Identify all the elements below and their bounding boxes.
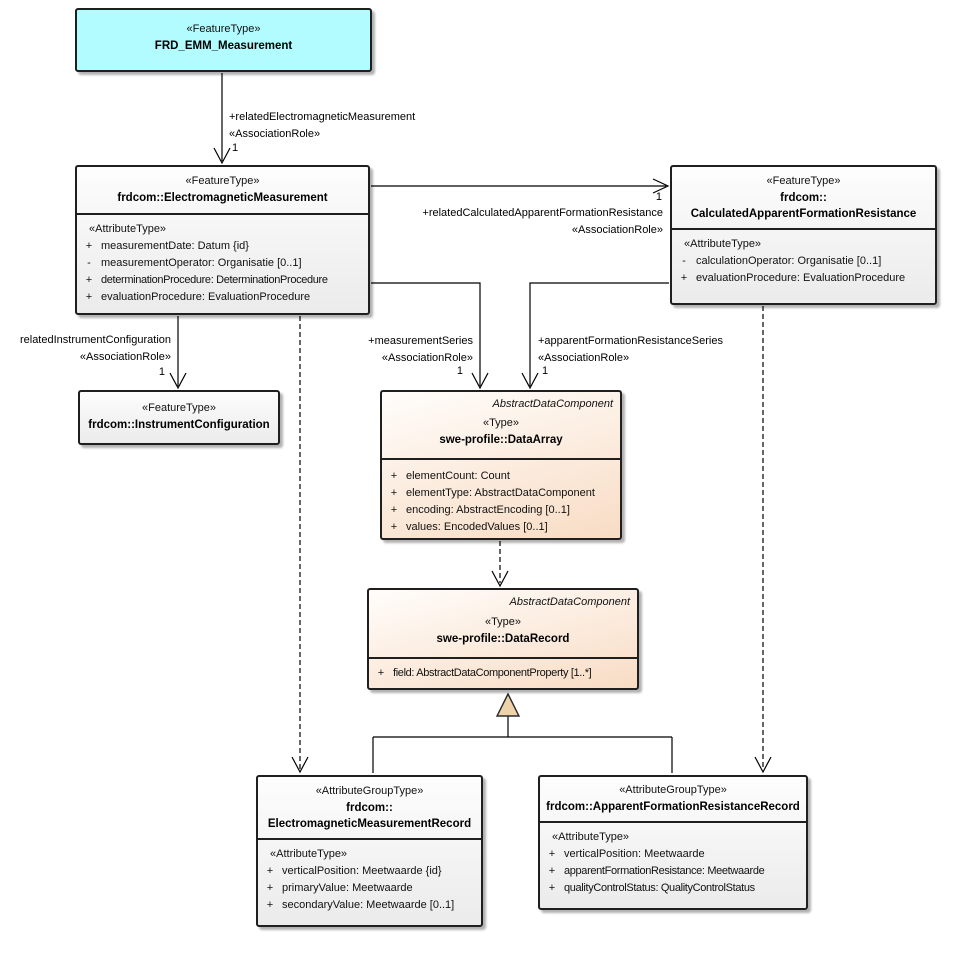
attribute-row: + secondaryValue: Meetwaarde [0..1] (266, 899, 455, 911)
attribute-row: + primaryValue: Meetwaarde (266, 882, 413, 894)
association-role-name: +measurementSeries (368, 335, 473, 347)
generalization-lines (373, 716, 672, 773)
attribute-stereotype: «AttributeType» (89, 223, 167, 235)
association-stereotype: «AssociationRole» (79, 350, 171, 363)
attribute-row: + encoding: AbstractEncoding [0..1] (390, 504, 570, 516)
open-arrowhead-down-icon (170, 373, 186, 388)
class-name: FRD_EMM_Measurement (154, 39, 293, 52)
attribute-row: - calculationOperator: Organisatie [0..1] (682, 255, 882, 267)
association-role-name: +relatedCalculatedApparentFormationResistance (422, 207, 663, 219)
attribute-compartment (258, 838, 481, 914)
association-role-name: +relatedElectromagneticMeasurement (229, 111, 416, 123)
association-stereotype: «AssociationRole» (229, 127, 321, 140)
attribute-row: + measurementDate: Datum {id} (85, 240, 249, 252)
open-arrowhead-down-icon (755, 757, 771, 772)
multiplicity: 1 (542, 365, 549, 377)
association-stereotype: «AssociationRole» (571, 223, 663, 236)
class-stereotype: «FeatureType» (185, 175, 260, 187)
class-name: swe-profile::DataRecord (436, 632, 570, 645)
open-arrowhead-down-icon (214, 148, 230, 163)
open-arrowhead-down-icon (472, 373, 488, 388)
attribute-row: + apparentFormationResistance: Meetwaarde (548, 865, 765, 877)
label-afr-series (538, 333, 723, 366)
class-stereotype: «AttributeGroupType» (619, 784, 727, 796)
attribute-row: + verticalPosition: Meetwaarde {id} (266, 865, 442, 877)
class-name-line1: frdcom:: (346, 801, 393, 814)
multiplicity: 1 (158, 366, 165, 378)
class-box-data-record[interactable] (367, 588, 639, 690)
attribute-compartment (540, 821, 806, 897)
attribute-compartment (369, 657, 637, 682)
generalization-triangle-icon (497, 694, 519, 716)
association-stereotype: «AssociationRole» (381, 351, 473, 364)
attribute-row: + values: EncodedValues [0..1] (390, 521, 548, 533)
attribute-row: + verticalPosition: Meetwaarde (548, 848, 705, 860)
multiplicity: 1 (456, 365, 463, 377)
multiplicity: 1 (655, 191, 662, 203)
attribute-row: + evaluationProcedure: EvaluationProcedure (680, 272, 906, 284)
class-stereotype: «FeatureType» (142, 402, 216, 414)
class-name: frdcom::ElectromagneticMeasurement (117, 191, 328, 204)
attribute-row: + evaluationProcedure: EvaluationProcedure (85, 291, 311, 303)
association-stereotype: «AssociationRole» (538, 351, 630, 364)
class-box-data-array[interactable] (380, 390, 622, 540)
class-box-apparent-formation-resistance-record[interactable] (538, 775, 808, 910)
attribute-row: + qualityControlStatus: QualityControlStatus (548, 882, 755, 894)
class-name: frdcom::ApparentFormationResistanceRecord (546, 800, 800, 813)
attribute-row: + field: AbstractDataComponentProperty [1..*] (377, 667, 592, 679)
class-box-frd-emm-measurement[interactable] (75, 8, 372, 72)
class-stereotype: «FeatureType» (766, 175, 841, 187)
attribute-compartment (382, 458, 620, 536)
attribute-row: + elementType: AbstractDataComponent (390, 487, 595, 499)
open-arrowhead-down-icon (492, 571, 508, 586)
class-name: swe-profile::DataArray (439, 433, 563, 446)
class-box-instrument-configuration[interactable] (78, 390, 280, 445)
class-name-line2: CalculatedApparentFormationResistance (690, 208, 917, 220)
open-arrowhead-down-icon (292, 757, 308, 772)
class-box-calculated-apparent-formation-resistance[interactable] (670, 165, 937, 305)
label-related-em (229, 109, 415, 142)
class-name: frdcom::InstrumentConfiguration (88, 418, 270, 431)
parent-classifier: AbstractDataComponent (492, 398, 613, 410)
multiplicity: 1 (232, 142, 239, 154)
class-box-electromagnetic-measurement[interactable] (75, 165, 370, 315)
attribute-compartment (672, 228, 935, 287)
class-stereotype: «Type» (482, 417, 520, 429)
class-stereotype: «Type» (484, 616, 522, 628)
attribute-stereotype: «AttributeType» (270, 848, 348, 860)
class-name-line2: ElectromagneticMeasurementRecord (267, 818, 472, 830)
association-role-name: +apparentFormationResistanceSeries (538, 335, 723, 347)
class-name-line1: frdcom:: (780, 191, 827, 204)
label-measurement-series (368, 333, 473, 366)
attribute-stereotype: «AttributeType» (684, 238, 762, 250)
open-arrowhead-down-icon (522, 373, 538, 388)
attribute-stereotype: «AttributeType» (552, 831, 630, 843)
label-related-cafr (422, 205, 663, 238)
attribute-row: + elementCount: Count (390, 470, 510, 482)
parent-classifier: AbstractDataComponent (509, 596, 630, 608)
attribute-row: - measurementOperator: Organisatie [0..1] (87, 257, 302, 269)
attribute-compartment (77, 213, 368, 306)
attribute-row: + determinationProcedure: DeterminationProcedure (85, 274, 328, 286)
association-role-name: relatedInstrumentConfiguration (19, 334, 171, 346)
class-stereotype: «AttributeGroupType» (315, 785, 424, 797)
class-box-electromagnetic-measurement-record[interactable] (256, 775, 483, 927)
class-stereotype: «FeatureType» (186, 23, 261, 35)
label-related-instrument (20, 332, 171, 365)
